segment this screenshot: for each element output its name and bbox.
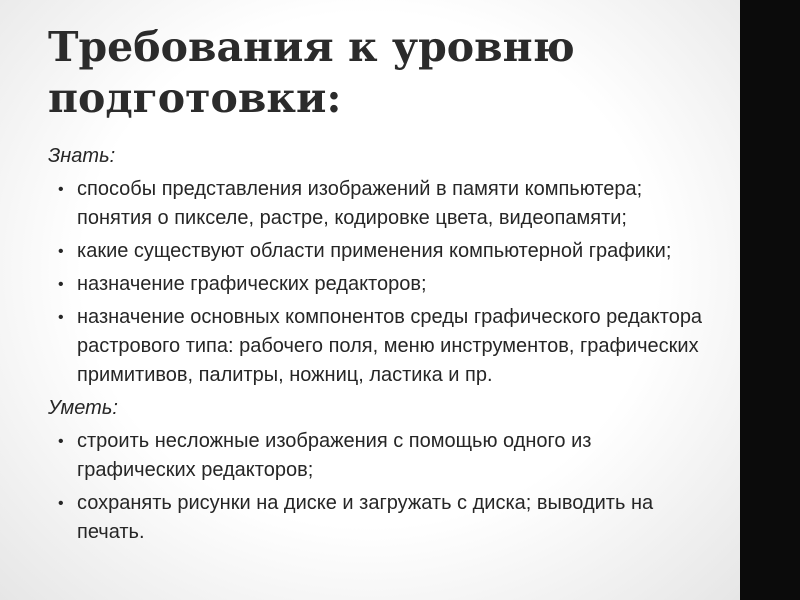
list-item-text: какие существуют области применения компьютерной графики; <box>77 240 672 262</box>
list-item-text: способы представления изображений в памяти компьютера; понятия о пикселе, растре, кодировке цвета, видеопамяти; <box>77 178 643 229</box>
section-label-can: Уметь: <box>48 397 118 419</box>
list-item <box>48 489 708 547</box>
section-label-know: Знать: <box>48 145 116 167</box>
list-item-text: назначение графических редакторов; <box>77 273 427 295</box>
list-item-text: строить несложные изображения с помощью одного из графических редакторов; <box>77 430 592 481</box>
list-item <box>48 237 708 266</box>
list-item-text: сохранять рисунки на диске и загружать с диска; выводить на печать. <box>77 492 654 543</box>
list-item <box>48 427 708 485</box>
bullet-icon: • <box>58 181 64 198</box>
section-know <box>48 142 708 390</box>
bullet-icon: • <box>58 433 64 450</box>
slide-content <box>48 142 708 551</box>
bullet-icon: • <box>58 243 64 260</box>
list-item-text: назначение основных компонентов среды графического редактора растрового типа: рабочего поля, меню инструментов, графических примитивов, палитры, ножниц, ластика и пр. <box>77 306 703 386</box>
list-item <box>48 175 708 233</box>
list-item <box>48 303 708 390</box>
can-list <box>48 427 708 547</box>
know-list <box>48 175 708 390</box>
bullet-icon: • <box>58 309 64 326</box>
list-item <box>48 270 708 299</box>
section-can <box>48 394 708 547</box>
bullet-icon: • <box>58 276 64 293</box>
slide-title: Требования к уровню подготовки: <box>48 23 575 122</box>
bullet-icon: • <box>58 495 64 512</box>
side-bar <box>740 0 800 600</box>
